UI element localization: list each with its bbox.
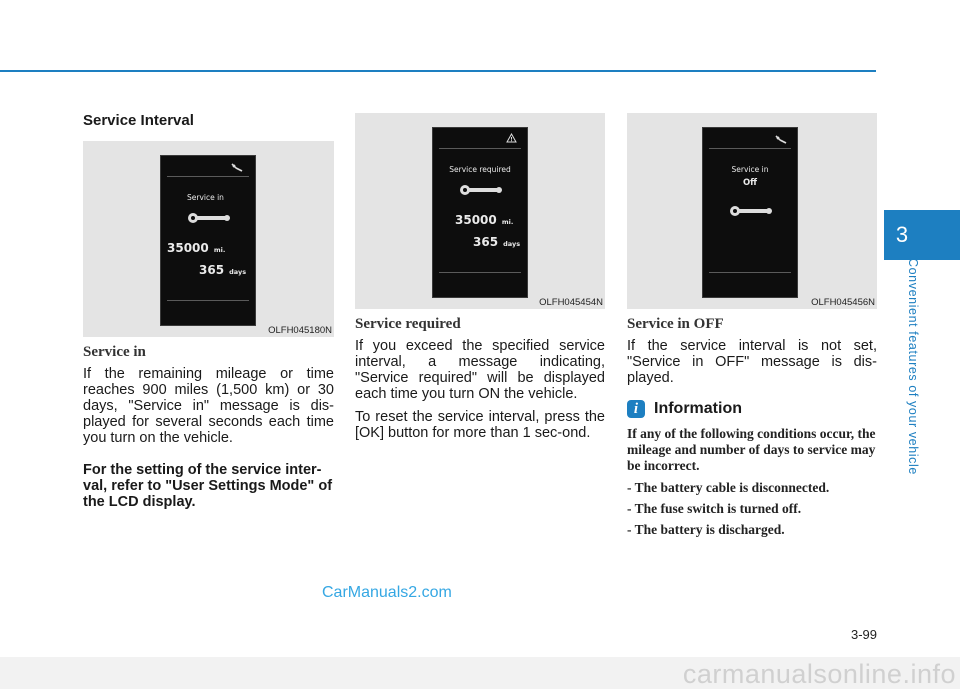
wrench-icon	[729, 204, 775, 218]
lcd-mileage: 35000 mi.	[167, 241, 226, 255]
figure-code: OLFH045456N	[811, 297, 875, 308]
wrench-icon	[459, 183, 505, 197]
lcd-days: 365 days	[473, 235, 521, 249]
figure-code: OLFH045454N	[539, 297, 603, 308]
paragraph: If the remaining mileage or time reaches 900 miles (1,500 km) or 30 days, "Service in" message is dis-played for several seconds each time you turn on the vehicle.	[83, 366, 334, 446]
information-header	[627, 400, 877, 418]
column-service-required	[355, 108, 605, 448]
wrench-icon	[775, 135, 787, 144]
figure-code: OLFH045180N	[268, 325, 332, 336]
column-service-in	[83, 108, 334, 517]
lcd-divider	[439, 272, 521, 273]
column-service-off	[627, 108, 877, 538]
subheading-service-off: Service in OFF	[627, 316, 724, 332]
list-item: - The fuse switch is turned off.	[627, 501, 802, 516]
lcd-divider	[167, 176, 249, 177]
note-paragraph: For the setting of the service inter-val, refer to "User Settings Mode" of the LCD display.	[83, 462, 333, 510]
page-number: 3-99	[850, 627, 877, 642]
subheading-service-in: Service in	[83, 344, 146, 360]
information-title: Information	[654, 400, 742, 417]
lcd-title: Service required	[449, 165, 511, 174]
figure-service-off	[627, 113, 877, 309]
info-icon: i	[627, 400, 645, 418]
paragraph: If the service interval is not set, "Service in OFF" message is dis-played.	[627, 338, 877, 386]
section-heading: Service Interval	[83, 112, 194, 129]
wrench-icon	[187, 211, 233, 225]
lcd-title: Service in	[187, 193, 224, 202]
paragraph: To reset the service interval, press the [OK] button for more than 1 sec-ond.	[355, 409, 605, 441]
lcd-divider	[709, 148, 791, 149]
chapter-number: 3	[895, 222, 909, 247]
figure-service-required	[355, 113, 605, 309]
information-list	[627, 480, 877, 538]
lcd-screen	[432, 127, 528, 298]
lcd-divider	[167, 300, 249, 301]
lcd-divider	[709, 272, 791, 273]
lcd-title: Service in	[731, 165, 769, 174]
lcd-status: Off	[742, 178, 758, 188]
footer-banner	[0, 657, 960, 689]
watermark-link[interactable]: CarManuals2.com	[322, 584, 452, 601]
list-item: - The battery is discharged.	[627, 522, 785, 537]
chapter-title: Convenient features of your vehicle	[906, 258, 920, 475]
header-rule	[0, 70, 876, 72]
information-body: If any of the following conditions occur, the mileage and number of days to service may be incorrect.	[627, 426, 876, 473]
subheading-service-required: Service required	[355, 316, 461, 332]
paragraph: If you exceed the specified service interval, a message indicating, "Service required" will be displayed each time you turn ON the vehicle.	[355, 338, 605, 402]
lcd-mileage: 35000 mi.	[455, 213, 514, 227]
lcd-screen	[160, 155, 256, 326]
lcd-days: 365 days	[199, 263, 247, 277]
lcd-screen	[702, 127, 798, 298]
figure-service-in	[83, 141, 334, 337]
footer-site-text[interactable]: carmanualsonline.info	[682, 659, 956, 689]
wrench-icon	[231, 163, 243, 172]
list-item: - The battery cable is disconnected.	[627, 480, 830, 495]
lcd-divider	[439, 148, 521, 149]
warning-triangle-icon	[506, 133, 517, 143]
chapter-tab	[884, 210, 960, 260]
